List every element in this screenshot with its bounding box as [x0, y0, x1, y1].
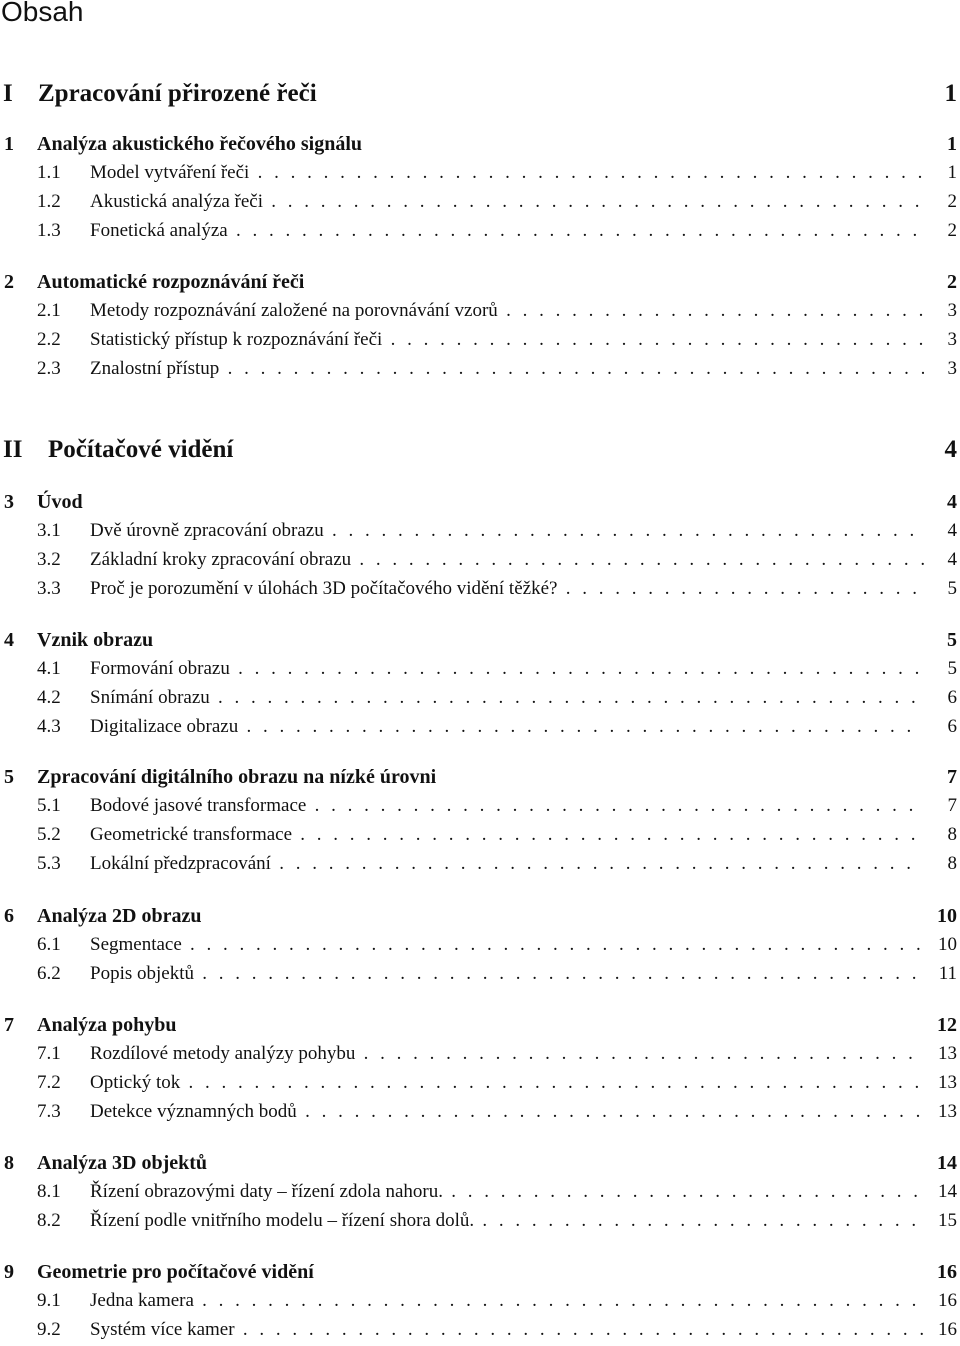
section-number: 9.1 — [37, 1290, 61, 1311]
chapter-title: Analýza akustického řečového signálu — [37, 133, 363, 155]
part-number: I — [3, 80, 13, 107]
section-number: 1.3 — [37, 220, 61, 241]
chapter-heading[interactable] — [0, 131, 960, 157]
page-number: 16 — [937, 1261, 957, 1283]
chapter-title: Úvod — [37, 491, 83, 513]
section-number: 5.2 — [37, 824, 61, 845]
chapter-number: 4 — [4, 629, 14, 651]
page-number: 3 — [947, 329, 957, 350]
part-title: Počítačové vidění — [48, 436, 234, 463]
chapter-title: Automatické rozpoznávání řeči — [37, 271, 305, 293]
section-number: 4.3 — [37, 716, 61, 737]
chapter-heading[interactable] — [0, 627, 960, 653]
chapter-number: 3 — [4, 491, 14, 513]
page-number: 8 — [947, 853, 957, 874]
page-number: 1 — [944, 80, 957, 107]
section-number: 7.3 — [37, 1101, 61, 1122]
chapter-number: 5 — [4, 766, 14, 788]
page-number: 8 — [947, 824, 957, 845]
section-number: 2.2 — [37, 329, 61, 350]
chapter-title: Analýza 3D objektů — [37, 1152, 208, 1174]
section-number: 2.3 — [37, 358, 61, 379]
chapter-heading[interactable] — [0, 764, 960, 790]
part-title: Zpracování přirozené řeči — [38, 80, 317, 107]
section-title: Bodové jasové transformace . . . — [90, 793, 924, 819]
section-entry[interactable] — [0, 518, 960, 544]
page-number: 13 — [938, 1101, 957, 1122]
page-number: 10 — [937, 905, 957, 927]
section-entry[interactable] — [0, 851, 960, 877]
section-number: 4.1 — [37, 658, 61, 679]
page-number: 13 — [938, 1072, 957, 1093]
section-title: Rozdílové metody analýzy pohybu . . . — [90, 1041, 924, 1067]
section-title: Formování obrazu . . . — [90, 656, 924, 682]
page-title: Obsah — [1, 0, 84, 27]
chapter-title: Analýza 2D obrazu — [37, 905, 202, 927]
section-title: Detekce významných bodů . . . — [90, 1099, 924, 1125]
page-number: 7 — [947, 795, 957, 816]
section-title: Digitalizace obrazu . . . — [90, 714, 924, 740]
page-number: 16 — [938, 1319, 957, 1340]
section-title: Geometrické transformace . . . — [90, 822, 924, 848]
section-entry[interactable] — [0, 1070, 960, 1096]
chapter-number: 8 — [4, 1152, 14, 1174]
section-title: Znalostní přístup . . . — [90, 356, 924, 382]
section-number: 7.2 — [37, 1072, 61, 1093]
chapter-number: 1 — [4, 133, 14, 155]
page-number: 11 — [938, 963, 957, 984]
section-entry[interactable] — [0, 1288, 960, 1314]
page-number: 6 — [947, 716, 957, 737]
page-number: 4 — [944, 436, 957, 463]
section-entry[interactable] — [0, 1099, 960, 1125]
section-title: Lokální předzpracování . . . — [90, 851, 924, 877]
chapter-number: 7 — [4, 1014, 14, 1036]
page-number: 5 — [947, 578, 957, 599]
section-entry[interactable] — [0, 822, 960, 848]
section-title: Základní kroky zpracování obrazu . . . — [90, 547, 924, 573]
section-number: 8.1 — [37, 1181, 61, 1202]
page-number: 5 — [947, 658, 957, 679]
section-number: 9.2 — [37, 1319, 61, 1340]
page-number: 1 — [947, 162, 957, 183]
section-title: Dvě úrovně zpracování obrazu . . . — [90, 518, 924, 544]
section-number: 5.3 — [37, 853, 61, 874]
section-title: Řízení podle vnitřního modelu – řízení shora dolů. . . . — [90, 1208, 924, 1234]
section-title: Statistický přístup k rozpoznávání řeči . . . — [90, 327, 924, 353]
section-entry[interactable] — [0, 1179, 960, 1205]
section-entry[interactable] — [0, 961, 960, 987]
page-number: 14 — [937, 1152, 957, 1174]
section-title: Optický tok . . . — [90, 1070, 924, 1096]
section-entry[interactable] — [0, 160, 960, 186]
section-number: 1.2 — [37, 191, 61, 212]
section-entry[interactable] — [0, 189, 960, 215]
section-number: 3.3 — [37, 578, 61, 599]
page-number: 2 — [947, 191, 957, 212]
section-entry[interactable] — [0, 547, 960, 573]
page-number: 1 — [947, 133, 957, 155]
section-title: Metody rozpoznávání založené na porovnávání vzorů . . . — [90, 298, 924, 324]
page-number: 12 — [937, 1014, 957, 1036]
section-title: Segmentace . . . — [90, 932, 924, 958]
page-number: 4 — [947, 491, 957, 513]
chapter-heading[interactable] — [0, 1259, 960, 1285]
chapter-number: 6 — [4, 905, 14, 927]
chapter-number: 2 — [4, 271, 14, 293]
page-number: 6 — [947, 687, 957, 708]
section-entry[interactable] — [0, 656, 960, 682]
section-number: 8.2 — [37, 1210, 61, 1231]
part-heading[interactable] — [0, 434, 960, 466]
section-title: Řízení obrazovými daty – řízení zdola nahoru. . . . — [90, 1179, 924, 1205]
section-entry[interactable] — [0, 356, 960, 382]
section-entry[interactable] — [0, 1317, 960, 1343]
chapter-title: Analýza pohybu — [37, 1014, 177, 1036]
chapter-heading[interactable] — [0, 1012, 960, 1038]
section-title: Systém více kamer . . . — [90, 1317, 924, 1343]
page-number: 7 — [947, 766, 957, 788]
page-number: 3 — [947, 300, 957, 321]
section-title: Snímání obrazu . . . — [90, 685, 924, 711]
page-number: 4 — [947, 549, 957, 570]
page-number: 10 — [938, 934, 957, 955]
page-number: 4 — [947, 520, 957, 541]
section-number: 6.2 — [37, 963, 61, 984]
section-title: Popis objektů . . . — [90, 961, 924, 987]
section-entry[interactable] — [0, 685, 960, 711]
page-number: 5 — [947, 629, 957, 651]
section-number: 3.2 — [37, 549, 61, 570]
chapter-title: Geometrie pro počítačové vidění — [37, 1261, 314, 1283]
page-number: 3 — [947, 358, 957, 379]
page-number: 15 — [938, 1210, 957, 1231]
section-number: 1.1 — [37, 162, 61, 183]
section-entry[interactable] — [0, 932, 960, 958]
section-entry[interactable] — [0, 298, 960, 324]
section-number: 7.1 — [37, 1043, 61, 1064]
section-entry[interactable] — [0, 576, 960, 602]
section-entry[interactable] — [0, 1041, 960, 1067]
section-entry[interactable] — [0, 218, 960, 244]
page-number: 14 — [938, 1181, 957, 1202]
chapter-title: Zpracování digitálního obrazu na nízké úrovni — [37, 766, 437, 788]
section-title: Fonetická analýza . . . — [90, 218, 924, 244]
section-entry[interactable] — [0, 793, 960, 819]
section-number: 5.1 — [37, 795, 61, 816]
section-title: Model vytváření řeči . . . — [90, 160, 924, 186]
page-number: 16 — [938, 1290, 957, 1311]
chapter-heading[interactable] — [0, 269, 960, 295]
page-number: 2 — [947, 271, 957, 293]
part-number: II — [3, 436, 23, 463]
section-title: Proč je porozumění v úlohách 3D počítačového vidění těžké? . . . — [90, 576, 924, 602]
page-number: 2 — [947, 220, 957, 241]
section-title: Jedna kamera . . . — [90, 1288, 924, 1314]
chapter-heading[interactable] — [0, 489, 960, 515]
chapter-number: 9 — [4, 1261, 14, 1283]
section-entry[interactable] — [0, 1208, 960, 1234]
chapter-title: Vznik obrazu — [37, 629, 154, 651]
page-number: 13 — [938, 1043, 957, 1064]
section-number: 4.2 — [37, 687, 61, 708]
section-title: Akustická analýza řeči . . . — [90, 189, 924, 215]
part-heading[interactable] — [0, 78, 960, 110]
section-number: 3.1 — [37, 520, 61, 541]
section-number: 6.1 — [37, 934, 61, 955]
section-entry[interactable] — [0, 327, 960, 353]
chapter-heading[interactable] — [0, 1150, 960, 1176]
section-number: 2.1 — [37, 300, 61, 321]
section-entry[interactable] — [0, 714, 960, 740]
chapter-heading[interactable] — [0, 903, 960, 929]
